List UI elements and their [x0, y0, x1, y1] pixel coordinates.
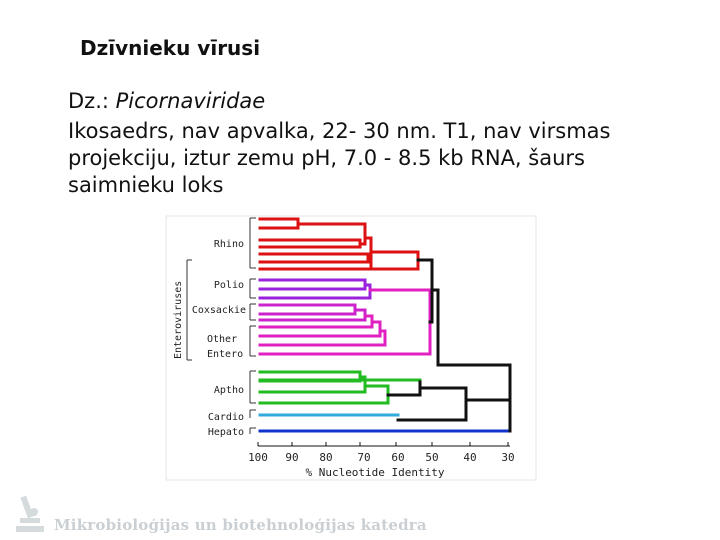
axis-tick-90: 90 [285, 451, 299, 464]
axis-tick-50: 50 [425, 451, 439, 464]
footer-department: Mikrobioloģijas un biotehnoloģijas katedra [54, 516, 427, 534]
microscope-icon [16, 496, 44, 532]
axis-tick-40: 40 [463, 451, 477, 464]
family-name: Picornaviridae [115, 89, 266, 113]
group-label-rhino: Rhino [213, 239, 244, 250]
group-label-entero: Entero [207, 349, 244, 360]
group-label-hepato: Hepato [207, 427, 244, 438]
group-label-other: Other [207, 334, 238, 345]
group-label-cardio: Cardio [207, 412, 244, 423]
slide-title: Dzīvnieku vīrusi [80, 36, 261, 60]
group-label-aptho: Aptho [213, 385, 244, 396]
heading-prefix: Dz.: [68, 89, 109, 113]
group-label-enteroviruses: Enteroviruses [173, 280, 184, 359]
axis-tick-70: 70 [357, 451, 371, 464]
axis-tick-100: 100 [248, 451, 268, 464]
axis-tick-60: 60 [391, 451, 405, 464]
group-label-coxsackie: Coxsackie [191, 305, 246, 316]
figure-background [166, 216, 536, 480]
axis-tick-30: 30 [501, 451, 515, 464]
family-description: Ikosaedrs, nav apvalka, 22- 30 nm. T1, nav virsmas projekciju, iztur zemu pH, 7.0 - 8.5 kb RNA, šaurs saimnieku loks [68, 119, 611, 197]
axis-label: % Nucleotide Identity [305, 466, 445, 479]
axis-tick-80: 80 [319, 451, 333, 464]
group-label-polio: Polio [213, 280, 244, 291]
